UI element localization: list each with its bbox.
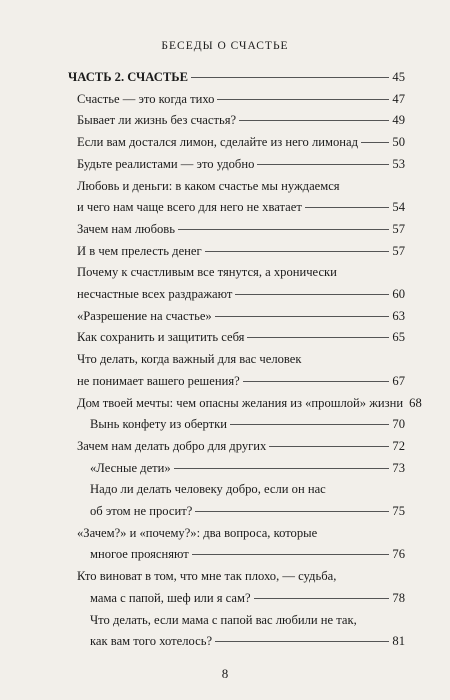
toc-entry-title: Дом твоей мечты: чем опасны желания из «прошлой» жизни	[77, 395, 404, 410]
toc-entry-title: «Разрешение на счастье»	[77, 308, 212, 323]
toc-entry	[68, 68, 405, 86]
toc-entry-title: Как сохранить и защитить себя	[77, 330, 245, 345]
toc-entry-title: Что делать, если мама с папой вас любили не так,	[90, 612, 357, 627]
toc-entry	[77, 177, 405, 195]
toc-entry-page: 47	[392, 91, 405, 106]
toc-entry	[77, 90, 405, 108]
toc-leader-line	[361, 142, 389, 143]
toc-entry-title: «Лесные дети»	[90, 460, 171, 475]
toc-entry-title: Если вам достался лимон, сделайте из него лимонад	[77, 135, 359, 150]
toc-leader-line	[230, 424, 389, 425]
toc-entry	[90, 459, 405, 477]
toc-entry-title: Счастье — это когда тихо	[77, 91, 215, 106]
toc-entry-page: 54	[392, 200, 405, 215]
toc-entry	[90, 415, 405, 433]
toc-entry	[77, 437, 405, 455]
toc-leader-line	[257, 164, 389, 165]
page-number: 8	[221, 666, 229, 681]
toc-entry	[77, 285, 405, 303]
toc-entry-title: Надо ли делать человеку добро, если он нас	[90, 482, 326, 497]
toc-entry	[90, 545, 405, 563]
toc-entry-title: Что делать, когда важный для вас человек	[77, 352, 302, 367]
toc-entry	[77, 242, 405, 260]
toc-leader-line	[235, 294, 389, 295]
toc-entry-title: Почему к счастливым все тянутся, а хронически	[77, 265, 337, 280]
toc-entry-title: Зачем нам любовь	[77, 221, 175, 236]
toc-entry	[77, 307, 405, 325]
toc-entry	[77, 263, 405, 281]
toc-leader-line	[195, 511, 389, 512]
toc-entry-title: Любовь и деньги: в каком счастье мы нуждаемся	[77, 178, 340, 193]
toc-entry	[90, 632, 405, 650]
toc-entry-title: Вынь конфету из обертки	[90, 417, 228, 432]
toc-entry-title: Зачем нам делать добро для других	[77, 438, 267, 453]
toc-leader-line	[254, 598, 390, 599]
toc-entry-page: 63	[392, 308, 405, 323]
running-header: БЕСЕДЫ О СЧАСТЬЕ	[161, 40, 289, 52]
toc-leader-line	[269, 446, 389, 447]
toc-leader-line	[191, 77, 389, 78]
toc-entry-page: 73	[392, 460, 405, 475]
toc-entry-page: 49	[392, 113, 405, 128]
toc-entry-page: 45	[392, 70, 405, 84]
toc-entry-page: 50	[392, 135, 405, 150]
toc-entry-title: и чего нам чаще всего для него не хватает	[77, 200, 302, 215]
toc-entry-title: Будьте реалистами — это удобно	[77, 156, 255, 171]
toc-entry-title: как вам того хотелось?	[90, 634, 213, 649]
toc-entry-page: 65	[392, 330, 405, 345]
toc-entry-page: 72	[392, 438, 405, 453]
toc-entry-page: 75	[392, 504, 405, 518]
toc-entry	[77, 220, 405, 238]
toc-entry	[77, 198, 405, 216]
toc-entry	[77, 524, 405, 542]
toc-entry-title: не понимает вашего решения?	[77, 373, 240, 388]
toc-entry	[77, 350, 405, 368]
toc-entry	[77, 155, 405, 173]
toc-entry-page: 78	[392, 590, 405, 605]
toc-entry-title: несчастные всех раздражают	[77, 287, 233, 301]
toc-entry-page: 70	[392, 417, 405, 432]
toc-entry-title: «Зачем?» и «почему?»: два вопроса, которые	[77, 525, 318, 540]
toc-leader-line	[305, 207, 390, 208]
toc-entry-page: 68	[409, 395, 422, 410]
toc-entry	[77, 567, 405, 585]
toc-entry	[90, 480, 405, 498]
toc-entry	[90, 611, 405, 629]
toc-entry-title: многое проясняют	[90, 547, 189, 562]
toc-leader-line	[174, 468, 390, 469]
toc-entry-title: мама с папой, шеф или я сам?	[90, 590, 251, 605]
toc-entry	[77, 372, 405, 390]
toc-entry-page: 81	[392, 634, 405, 649]
toc-leader-line	[215, 316, 390, 317]
toc-entry-title: об этом не просит?	[90, 504, 193, 518]
toc-entry	[77, 394, 422, 412]
toc-entry	[77, 133, 405, 151]
toc-leader-line	[247, 337, 389, 338]
toc-leader-line	[192, 554, 390, 555]
toc-entry-title: И в чем прелесть денег	[77, 243, 202, 258]
toc-entry	[77, 111, 405, 129]
toc-leader-line	[215, 641, 389, 642]
toc-leader-line	[217, 99, 389, 100]
toc-entry-page: 76	[392, 547, 405, 562]
toc-entry	[90, 502, 405, 520]
toc-entry	[77, 328, 405, 346]
toc-leader-line	[239, 120, 389, 121]
toc-entry-page: 67	[392, 373, 405, 388]
toc-entry-page: 60	[392, 287, 405, 301]
toc-leader-line	[243, 381, 390, 382]
toc-entry-title: ЧАСТЬ 2. СЧАСТЬЕ	[68, 70, 188, 84]
toc-leader-line	[178, 229, 389, 230]
toc-entry-title: Бывает ли жизнь без счастья?	[77, 113, 237, 128]
toc-entry-page: 57	[392, 243, 405, 258]
toc-entry-title: Кто виноват в том, что мне так плохо, — судьба,	[77, 569, 337, 584]
toc-entry-page: 57	[392, 221, 405, 236]
toc-leader-line	[205, 251, 390, 252]
toc-entry	[90, 589, 405, 607]
toc-entry-page: 53	[392, 156, 405, 171]
